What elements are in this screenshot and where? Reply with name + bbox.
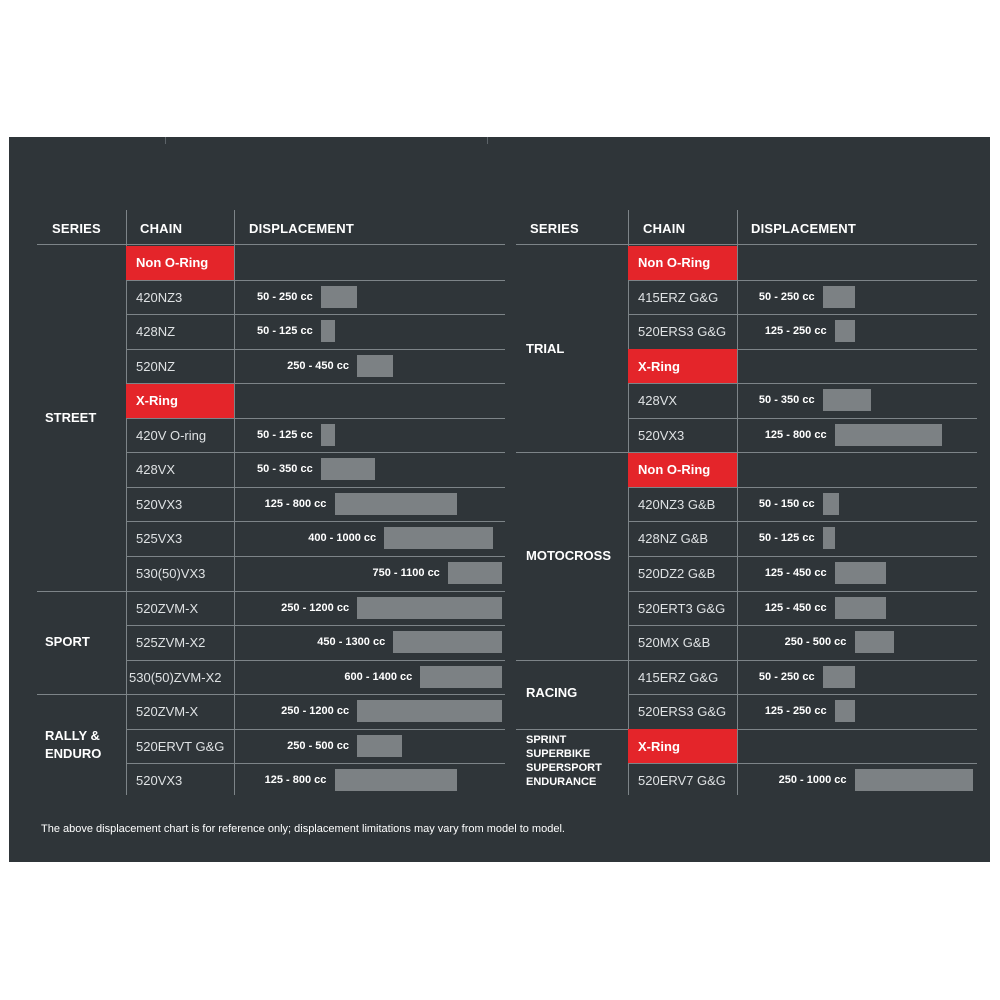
displacement-range-label: 600 - 1400 cc — [344, 670, 413, 683]
chain-type-header: Non O-Ring — [628, 246, 737, 280]
displacement-cell — [234, 694, 504, 728]
left-header-rule — [37, 244, 505, 245]
displacement-cell — [737, 280, 975, 314]
chain-name: 420V O-ring — [136, 427, 207, 443]
displacement-range-label: 250 - 1200 cc — [281, 705, 350, 718]
displacement-range-label: 750 - 1100 cc — [372, 566, 440, 579]
right-header-rule — [516, 244, 977, 245]
chain-name: 520MX G&B — [638, 635, 711, 651]
displacement-range-bar — [393, 631, 502, 653]
chain-type-header: Non O-Ring — [628, 453, 737, 487]
chain-name: 420NZ3 — [136, 289, 183, 305]
displacement-range-label: 50 - 125 cc — [257, 428, 313, 441]
displacement-cell — [737, 314, 975, 348]
displacement-range-bar — [835, 320, 855, 342]
displacement-range-bar — [357, 355, 393, 377]
chain-name: 415ERZ G&G — [638, 289, 719, 305]
right-header-chain: CHAIN — [643, 221, 686, 236]
chain-name: 415ERZ G&G — [638, 669, 719, 685]
displacement-range-label: 250 - 450 cc — [287, 359, 349, 372]
footnote: The above displacement chart is for reference only; displacement limitations may vary from model to model. — [41, 823, 565, 835]
series-sprint-superbike-supersport-endurance: SPRINT SUPERBIKE SUPERSPORT ENDURANCE — [526, 734, 602, 788]
chain-name: 420NZ3 G&B — [638, 496, 716, 512]
displacement-range-bar — [835, 700, 855, 722]
displacement-range-label: 50 - 125 cc — [257, 325, 313, 338]
displacement-cell — [737, 418, 975, 452]
displacement-cell — [234, 314, 504, 348]
series-rally-enduro: RALLY & ENDURO — [45, 728, 102, 761]
chain-name: 520VX3 — [136, 496, 183, 512]
series-street: STREET — [45, 410, 97, 425]
left-header-displacement: DISPLACEMENT — [249, 221, 354, 236]
displacement-range-label: 250 - 1000 cc — [778, 774, 847, 787]
displacement-range-label: 50 - 150 cc — [758, 497, 815, 510]
displacement-range-bar — [384, 527, 492, 549]
series-racing: RACING — [526, 685, 578, 700]
displacement-cell — [234, 763, 504, 797]
displacement-cell — [737, 383, 975, 417]
right-header-displacement: DISPLACEMENT — [751, 221, 856, 236]
chain-type-header: X-Ring — [126, 384, 234, 418]
displacement-range-label: 125 - 800 cc — [264, 774, 327, 787]
displacement-range-label: 250 - 500 cc — [784, 636, 847, 649]
top-tick-mark — [165, 137, 166, 144]
displacement-range-bar — [823, 493, 839, 515]
displacement-cell — [737, 556, 975, 590]
displacement-range-bar — [835, 597, 887, 619]
chain-name: 428VX — [638, 393, 678, 409]
series-sport: SPORT — [45, 634, 90, 649]
chain-name: 520ERS3 G&G — [638, 324, 727, 340]
displacement-range-label: 50 - 250 cc — [257, 290, 313, 303]
displacement-cell — [737, 521, 975, 555]
displacement-cell — [234, 349, 504, 383]
displacement-range-label: 450 - 1300 cc — [317, 636, 386, 649]
displacement-range-label: 125 - 450 cc — [764, 566, 827, 579]
displacement-range-bar — [357, 735, 402, 757]
displacement-range-label: 125 - 250 cc — [764, 325, 827, 338]
displacement-range-bar — [357, 597, 502, 619]
displacement-range-bar — [335, 769, 457, 791]
displacement-range-bar — [835, 424, 942, 446]
chain-name: 520NZ — [136, 358, 176, 374]
chain-type-header: X-Ring — [628, 729, 737, 763]
chain-name: 525VX3 — [136, 531, 183, 547]
chain-name: 525ZVM-X2 — [136, 635, 206, 651]
chain-name: 520ERVT G&G — [136, 738, 225, 754]
displacement-range-bar — [855, 631, 895, 653]
displacement-range-bar — [420, 666, 502, 688]
chain-name: 520ERV7 G&G — [638, 773, 726, 789]
displacement-cell — [234, 660, 504, 694]
right-header-series: SERIES — [530, 221, 579, 236]
displacement-range-label: 125 - 250 cc — [764, 705, 827, 718]
displacement-range-bar — [823, 389, 871, 411]
row-divider — [516, 452, 977, 453]
displacement-cell — [234, 591, 504, 625]
displacement-cell — [737, 591, 975, 625]
displacement-cell — [234, 452, 504, 486]
chain-name: 428NZ G&B — [638, 531, 709, 547]
displacement-range-bar — [321, 320, 335, 342]
displacement-range-bar — [335, 493, 457, 515]
chain-name: 520ERS3 G&G — [638, 704, 727, 720]
displacement-range-bar — [448, 562, 502, 584]
displacement-cell — [234, 280, 504, 314]
left-header-chain: CHAIN — [140, 221, 183, 236]
chain-type-header: Non O-Ring — [126, 246, 234, 280]
displacement-range-bar — [321, 286, 357, 308]
displacement-cell — [234, 521, 504, 555]
left-header-series: SERIES — [52, 221, 101, 236]
displacement-range-label: 400 - 1000 cc — [308, 532, 377, 545]
displacement-cell — [234, 418, 504, 452]
displacement-range-label: 125 - 450 cc — [764, 601, 827, 614]
displacement-range-label: 50 - 350 cc — [758, 394, 815, 407]
displacement-range-label: 125 - 800 cc — [264, 497, 327, 510]
chain-name: 520DZ2 G&B — [638, 565, 716, 581]
displacement-range-bar — [357, 700, 502, 722]
series-motocross: MOTOCROSS — [526, 548, 611, 563]
displacement-range-label: 250 - 1200 cc — [281, 601, 350, 614]
displacement-range-bar — [823, 286, 855, 308]
displacement-range-bar — [823, 666, 855, 688]
displacement-range-bar — [835, 562, 887, 584]
displacement-range-label: 50 - 250 cc — [758, 670, 815, 683]
displacement-range-bar — [321, 424, 335, 446]
displacement-range-label: 50 - 250 cc — [758, 290, 815, 303]
series-trial: TRIAL — [526, 341, 565, 356]
displacement-range-bar — [855, 769, 973, 791]
displacement-cell — [737, 625, 975, 659]
displacement-range-bar — [321, 458, 375, 480]
chain-name: 520ZVM-X — [136, 704, 199, 720]
chain-name: 520ERT3 G&G — [638, 600, 726, 616]
displacement-cell — [737, 763, 975, 797]
displacement-cell — [737, 487, 975, 521]
chain-name: 428VX — [136, 462, 176, 478]
displacement-range-label: 50 - 125 cc — [758, 532, 815, 545]
chain-name: 520VX3 — [136, 773, 183, 789]
chain-chart-panel — [9, 137, 990, 862]
displacement-range-label: 250 - 500 cc — [287, 739, 349, 752]
chain-name: 530(50)ZVM-X2 — [129, 669, 222, 685]
chain-name: 520VX3 — [638, 427, 685, 443]
chain-name: 530(50)VX3 — [136, 565, 206, 581]
displacement-range-label: 50 - 350 cc — [257, 463, 313, 476]
chain-type-header: X-Ring — [628, 349, 737, 383]
top-tick-mark — [487, 137, 488, 144]
displacement-cell — [234, 625, 504, 659]
displacement-cell — [234, 556, 504, 590]
displacement-range-bar — [823, 527, 835, 549]
displacement-cell — [234, 729, 504, 763]
row-divider — [516, 729, 977, 730]
chain-name: 520ZVM-X — [136, 600, 199, 616]
chain-name: 428NZ — [136, 324, 176, 340]
displacement-cell — [234, 487, 504, 521]
displacement-range-label: 125 - 800 cc — [764, 428, 827, 441]
displacement-cell — [737, 694, 975, 728]
displacement-cell — [737, 660, 975, 694]
